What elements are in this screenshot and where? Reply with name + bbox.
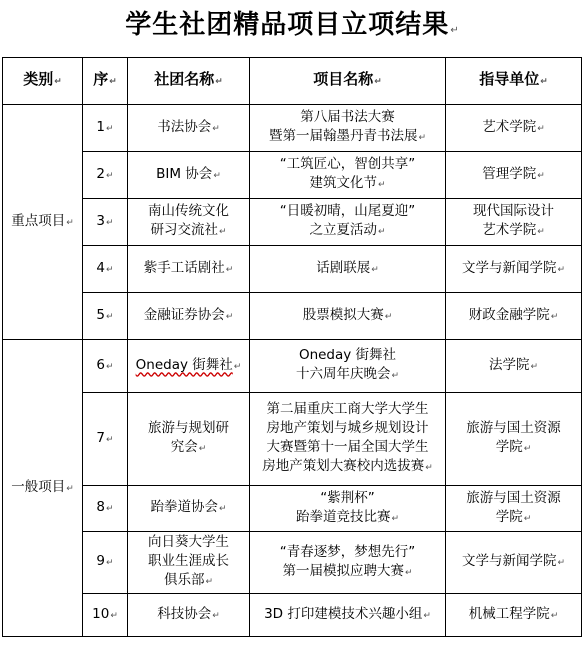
- cell-line: 机械工程学院: [468, 605, 550, 622]
- cell-line: 书法协会: [157, 118, 212, 135]
- cell-line: 十六周年庆晚会: [295, 366, 391, 382]
- cell-line: 紫手工话剧社: [143, 259, 225, 276]
- cell-line: 文学与新闻学院: [461, 259, 557, 276]
- cell-line: 向日葵大学生: [148, 534, 229, 550]
- project-name-cell: “日暖初晴，山尾夏迎” 之立夏活动↵: [250, 199, 446, 246]
- cell-line: 南山传统文化: [148, 203, 229, 219]
- club-name-cell: 书法协会↵: [128, 105, 250, 152]
- club-name-cell: BIM 协会↵: [128, 152, 250, 199]
- project-name-cell: 第八届书法大赛 暨第一届翰墨丹青书法展↵: [250, 105, 446, 152]
- project-name-cell: 第二届重庆工商大学大学生 房地产策划与城乡规划设计 大赛暨第十一届全国大学生 房地产策划大赛校内选拔赛↵: [250, 393, 446, 486]
- club-name-cell: 科技协会↵: [128, 594, 250, 637]
- row-number: 1↵: [83, 105, 128, 152]
- row-number: 4↵: [83, 246, 128, 293]
- header-number: 序↵: [83, 58, 128, 105]
- guide-unit-cell: 机械工程学院↵: [446, 594, 582, 637]
- table-body: [3, 105, 582, 637]
- table-row: [3, 293, 582, 340]
- club-name-cell: 南山传统文化 研习交流社↵: [128, 199, 250, 246]
- cell-line: 第一届模拟应聘大赛: [282, 562, 404, 579]
- club-name-cell: 金融证券协会↵: [128, 293, 250, 340]
- table-row: [3, 594, 582, 637]
- cell-line: 科技协会: [157, 605, 212, 622]
- table-row: [3, 199, 582, 246]
- guide-unit-cell: 管理学院↵: [446, 152, 582, 199]
- cell-line: 跆拳道竞技比赛: [295, 508, 391, 525]
- guide-unit-cell: 文学与新闻学院↵: [446, 246, 582, 293]
- club-name-cell: Oneday 街舞社↵: [128, 340, 250, 393]
- page-title: [0, 8, 585, 48]
- cell-line: 艺术学院: [482, 118, 537, 135]
- row-number: 9↵: [83, 532, 128, 594]
- project-name-cell: 股票模拟大赛↵: [250, 293, 446, 340]
- results-table: [2, 57, 582, 637]
- cell-line: 职业生涯成长: [148, 553, 229, 569]
- project-name-cell: Oneday 街舞社 十六周年庆晚会↵: [250, 340, 446, 393]
- cell-line: 财政金融学院: [468, 306, 550, 323]
- row-number: 8↵: [83, 486, 128, 532]
- club-name-cell: 跆拳道协会↵: [128, 486, 250, 532]
- row-number: 10↵: [83, 594, 128, 637]
- cell-line: 建筑文化节: [309, 175, 377, 191]
- cell-line: 现代国际设计: [473, 203, 554, 219]
- cell-line: 第二届重庆工商大学大学生: [266, 401, 429, 417]
- project-name-cell: “工筑匠心，智创共享” 建筑文化节↵: [250, 152, 446, 199]
- guide-unit-cell: 艺术学院↵: [446, 105, 582, 152]
- cell-line: “工筑匠心，智创共享”: [279, 156, 416, 172]
- cell-line: 旅游与国土资源: [466, 489, 561, 506]
- cell-line: 管理学院: [482, 165, 537, 182]
- cell-line: 跆拳道协会: [150, 499, 218, 515]
- guide-unit-cell: 旅游与国土资源 学院↵: [446, 393, 582, 486]
- project-name-cell: “紫荆杯” 跆拳道竞技比赛↵: [250, 486, 446, 532]
- club-name-cell: 旅游与规划研 究会↵: [128, 393, 250, 486]
- cell-line: “青春逐梦，梦想先行”: [279, 543, 416, 560]
- project-name-cell: “青春逐梦，梦想先行” 第一届模拟应聘大赛↵: [250, 532, 446, 594]
- table-row: [3, 152, 582, 199]
- row-number: 7↵: [83, 393, 128, 486]
- cell-line: 之立夏活动: [309, 222, 377, 238]
- table-row: [3, 105, 582, 152]
- header-row: [3, 58, 582, 105]
- cell-line: Oneday 街舞社: [298, 347, 397, 363]
- guide-unit-cell: 现代国际设计 艺术学院↵: [446, 199, 582, 246]
- cell-line: 俱乐部: [163, 572, 205, 588]
- category-general-projects: 一般项目↵: [3, 340, 83, 637]
- category-key-projects: 重点项目↵: [3, 105, 83, 340]
- cell-line: “日暖初晴，山尾夏迎”: [279, 203, 416, 219]
- cell-line: 暨第一届翰墨丹青书法展: [268, 128, 418, 144]
- cell-line: 话剧联展: [316, 259, 371, 276]
- header-guide-unit: 指导单位↵: [446, 58, 582, 105]
- cell-line: 艺术学院: [482, 222, 537, 238]
- page-title-text: 学生社团精品项目立项结果: [125, 10, 450, 40]
- table-row: [3, 246, 582, 293]
- paragraph-mark: ↵: [450, 25, 460, 36]
- club-name-cell: 向日葵大学生 职业生涯成长 俱乐部↵: [128, 532, 250, 594]
- cell-line: Oneday 街舞社: [135, 356, 233, 373]
- cell-line: 第八届书法大赛: [300, 109, 395, 125]
- header-category: 类别↵: [3, 58, 83, 105]
- cell-line: BIM 协会: [156, 165, 213, 182]
- cell-line: 学院: [495, 508, 523, 525]
- table-row: [3, 393, 582, 486]
- cell-line: 文学与新闻学院: [461, 553, 557, 569]
- row-number: 2↵: [83, 152, 128, 199]
- cell-line: 学院: [495, 439, 523, 455]
- table-row: [3, 486, 582, 532]
- cell-line: 究会: [170, 439, 198, 455]
- cell-line: 旅游与规划研: [148, 420, 229, 436]
- cell-line: 金融证券协会: [143, 306, 225, 323]
- guide-unit-cell: 财政金融学院↵: [446, 293, 582, 340]
- row-number: 6↵: [83, 340, 128, 393]
- cell-line: 3D 打印建模技术兴趣小组: [264, 605, 423, 622]
- cell-line: 法学院: [488, 356, 530, 373]
- table-row: [3, 532, 582, 594]
- row-number: 5↵: [83, 293, 128, 340]
- guide-unit-cell: 文学与新闻学院↵: [446, 532, 582, 594]
- cell-line: 房地产策划与城乡规划设计: [266, 420, 429, 436]
- guide-unit-cell: 法学院↵: [446, 340, 582, 393]
- club-name-cell: 紫手工话剧社↵: [128, 246, 250, 293]
- project-name-cell: 3D 打印建模技术兴趣小组↵: [250, 594, 446, 637]
- cell-line: “紫荆杯”: [320, 489, 375, 506]
- project-name-cell: 话剧联展↵: [250, 246, 446, 293]
- table-row: [3, 340, 582, 393]
- cell-line: 股票模拟大赛: [302, 306, 384, 323]
- guide-unit-cell: 旅游与国土资源 学院↵: [446, 486, 582, 532]
- cell-line: 大赛暨第十一届全国大学生: [266, 439, 429, 455]
- header-club-name: 社团名称↵: [128, 58, 250, 105]
- header-project-name: 项目名称↵: [250, 58, 446, 105]
- cell-line: 房地产策划大赛校内选拔赛: [262, 458, 425, 474]
- cell-line: 研习交流社: [150, 222, 218, 238]
- cell-line: 旅游与国土资源: [466, 420, 561, 436]
- row-number: 3↵: [83, 199, 128, 246]
